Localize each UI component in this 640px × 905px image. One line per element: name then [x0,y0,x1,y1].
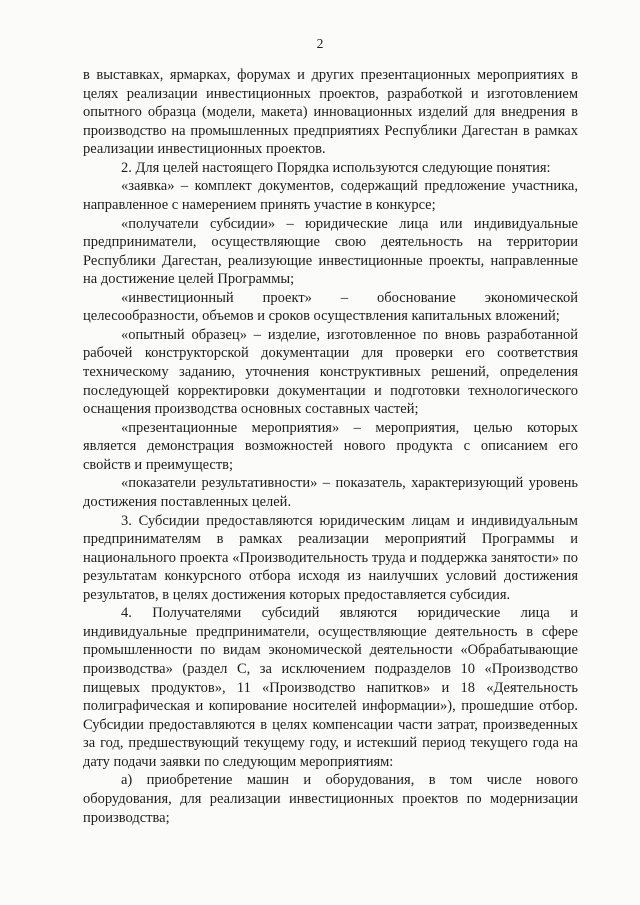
paragraph-definition-application: «заявка» – комплект документов, содержащий предложение участника, направленное с намерением принять участие в конкурсе; [83,178,578,213]
paragraph-section-2: 2. Для целей настоящего Порядка используются следующие понятия: [121,159,551,176]
paragraph-section-4: 4. Получателями субсидий являются юридические лица и индивидуальные предприниматели, осуществляющие деятельность в сфере промышленности по видам экономической деятельности «Обрабатывающие производства» (раздел С, за исключением подразделов 10 «Производство пищевых продуктов», 11 «Производство напитков» и 18 «Деятельность полиграфическая и копирование носителей информации»), прошедшие отбор. Субсидии предоставляются в целях компенсации части затрат, произведенных за год, предшествующий текущему году, и истекший период текущего года на дату подачи заявки по следующим мероприятиям: [83,605,578,770]
document-body [83,66,578,827]
page-number: 2 [316,36,324,51]
paragraph-definition-recipients: «получатели субсидии» – юридические лица или индивидуальные предприниматели, осуществляющие свою деятельность на территории Республики Дагестан, реализующие инвестиционные проекты, направленные на достижение целей Программы; [83,215,578,288]
paragraph-item-a: а) приобретение машин и оборудования, в том числе нового оборудования, для реализации инвестиционных проектов по модернизации производства; [83,772,578,826]
paragraph-section-3: 3. Субсидии предоставляются юридическим лицам и индивидуальным предпринимателям в рамках реализации мероприятий Программы и национального проекта «Производительность труда и поддержка занятости» по результатам конкурсного отбора исходя из наилучших условий достижения результатов, в целях достижения которых предоставляется субсидия. [83,512,578,603]
paragraph-definition-presentation-events: «презентационные мероприятия» – мероприятия, целью которых является демонстрация возможностей нового продукта с описанием его свойств и преимуществ; [83,419,578,473]
paragraph-definition-performance-indicators: «показатели результативности» – показатель, характеризующий уровень достижения поставленных целей. [83,475,578,510]
paragraph-definition-investment-project: «инвестиционный проект» – обоснование экономической целесообразности, объемов и сроков осуществления капитальных вложений; [83,289,578,325]
paragraph-definition-prototype: «опытный образец» – изделие, изготовленное по вновь разработанной рабочей конструкторской документации для проверки его соответствия техническому заданию, уточнения конструктивных решений, определения последующей корректировки документации и подготовки технологического оснащения производства основных составных частей; [83,326,578,418]
paragraph-continuation: в выставках, ярмарках, форумах и других презентационных мероприятиях в целях реализации инвестиционных проектов, разработкой и изготовлением опытного образца (модели, макета) инновационных изделий для внедрения в производство на промышленных предприятиях Республики Дагестан в рамках реализации инвестиционных проектов. [83,67,578,158]
